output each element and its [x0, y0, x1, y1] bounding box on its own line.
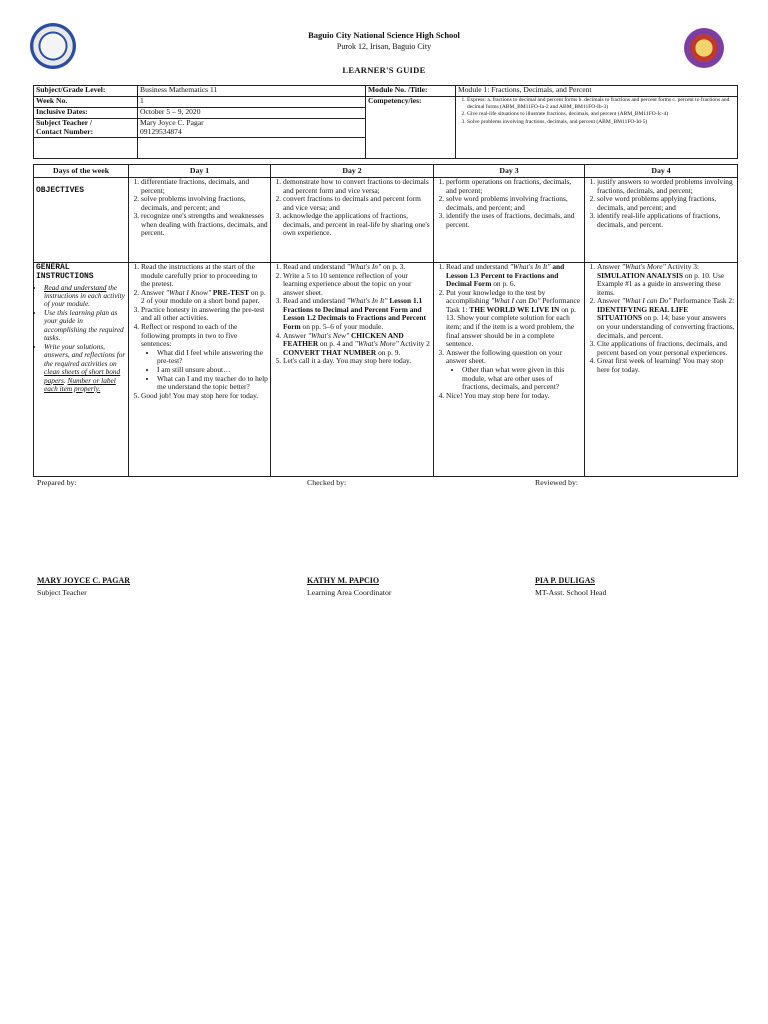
teacher-label: Subject Teacher / Contact Number:: [34, 119, 138, 138]
week-label: Week No.: [34, 97, 138, 108]
prepared-by-name: MARY JOYCE C. PAGAR: [37, 576, 131, 585]
day-4-instructions: 1. Answer "What's More" Activity 3: SIMULATION ANALYSIS on p. 10. Use Example #1 as a guide in answering these items. 2. Answer "What I can Do" Performance Task 2: IDENTIFYING REAL LIFE SITUATIONS on p. 14; base your answers on your understanding of converting fractions, decimals, and percent. 3. Cite applications of fractions, decimals, and percent based on your personal experiences. 4. Great first week of learning! You may stop here for today.: [585, 263, 738, 477]
prepared-by-label: Prepared by:: [37, 478, 77, 487]
general-instructions-cell: [34, 263, 129, 477]
week-value: 1: [138, 97, 366, 108]
dates-value: October 5 – 9, 2020: [138, 108, 366, 119]
gi-note: • Read and understand the instructions in each activity of your module.: [44, 284, 126, 309]
competency-item: 1. Express: a. fractions to decimal and percent forms b. decimals to fractions and percent forms c. percent to fractions and decimal forms (ABM_BM11FO-Ia-2 and ABM_BM11FO-Ib-3): [467, 97, 735, 110]
days-header: Days of the week: [34, 165, 129, 178]
day-2-header: Day 2: [271, 165, 434, 178]
subject-label: Subject/Grade Level:: [34, 86, 138, 97]
dates-label: Inclusive Dates:: [34, 108, 138, 119]
weekly-plan-table: [33, 164, 738, 477]
reviewed-by-name: PIA P. DULIGAS: [535, 576, 595, 585]
reviewed-by-label: Reviewed by:: [535, 478, 579, 487]
checked-by-role: Learning Area Coordinator: [307, 588, 392, 597]
school-address: Purok 12, Irisan, Baguio City: [336, 42, 432, 51]
teacher-value: Mary Joyce C. Pagar 09129534874: [138, 119, 366, 138]
info-table: [33, 85, 738, 159]
competency-list: [456, 97, 738, 159]
checked-by-name: KATHY M. PAPCIO: [307, 576, 380, 585]
checked-by-label: Checked by:: [307, 478, 347, 487]
competency-label: Competency/ies:: [366, 97, 456, 159]
general-instructions-label: GENERAL INSTRUCTIONS: [36, 263, 94, 282]
day-1-objectives: 1. differentiate fractions, decimals, and percent; 2. solve problems involving fractions, decimals, and percent; and 3. recognize one's strengths and weaknesses when dealing with fractions, decimals, and percent.: [129, 178, 271, 263]
day-1-header: Day 1: [129, 165, 271, 178]
day-3-instructions: 1. Read and understand "What's In It" and Lesson 1.3 Percent to Fractions and Decimal Form on p. 6. 2. Put your knowledge to the test by accomplishing "What I can Do" Performance Task 1: THE WORLD WE LIVE IN on p. 13. Show your complete solution for each item; and if the item is a word problem, the final answer should be in a complete sentence. 3. Answer the following question on your answer sheet. • Other than what were given in this module, what are other uses of fractions, decimals, and percent? 4. Nice! You may stop here for today.: [434, 263, 585, 477]
day-3-header: Day 3: [434, 165, 585, 178]
gi-note: • Write your solutions, answers, and reflections for the required activities on clean sheets of short bond papers. Number or label each item properly.: [44, 343, 126, 394]
school-name: Baguio City National Science High School: [308, 30, 460, 40]
day-2-instructions: 1. Read and understand "What's In" on p. 3. 2. Write a 5 to 10 sentence reflection of your learning experience about the topic on your answer sheet. 3. Read and understand "What's In It" Lesson 1.1 Fractions to Decimal and Percent Form and Lesson 1.2 Decimals to Fractions and Percent Form on pp. 5–6 of your module. 4. Answer "What's New" CHICKEN AND FEATHER on p. 4 and "What's More" Activity 2 CONVERT THAT NUMBER on p. 9. 5. Let's call it a day. You may stop here today.: [271, 263, 434, 477]
reviewed-by-role: MT-Asst. School Head: [535, 588, 607, 597]
day-1-instructions: 1. Read the instructions at the start of the module carefully prior to proceeding to the pretest. 2. Answer "What I Know" PRE-TEST on p. 2 of your module on a short bond paper. 3. Practice honesty in answering the pre-test and all other activities. 4. Reflect or respond to each of the following prompts in two to five sentences: • What did I feel while answering the pre-test? • I am still unsure about… • What can I and my teacher do to help me understand the topic better? 5. Good job! You may stop here for today.: [129, 263, 271, 477]
day-4-objectives: 1. justify answers to worded problems involving fractions, decimals, and percent; 2. solve word problems applying fractions, decimals, and percent; and 3. identify real-life applications of fractions, decimals, and percent.: [585, 178, 738, 263]
prepared-by-role: Subject Teacher: [37, 588, 87, 597]
module-value: Module 1: Fractions, Decimals, and Percent: [456, 86, 738, 97]
subject-value: Business Mathematics 11: [138, 86, 366, 97]
day-2-objectives: 1. demonstrate how to convert fractions to decimals and percent form and vice versa; 2. convert fractions to decimals and percent form and vice versa; and 3. acknowledge the applications of fractions, decimals, and percent in real-life by sharing one's own experience.: [271, 178, 434, 263]
gi-note: • Use this learning plan as your guide in accomplishing the required tasks.: [44, 309, 126, 343]
day-4-header: Day 4: [585, 165, 738, 178]
competency-item: 2. Give real-life situations to illustrate fractions, decimals, and percent (ABM_BM11FO-Ic-4): [467, 111, 735, 118]
document-title: LEARNER'S GUIDE: [342, 65, 426, 75]
module-label: Module No. /Title:: [366, 86, 456, 97]
objectives-label: OBJECTIVES: [34, 178, 129, 263]
day-3-objectives: 1. perform operations on fractions, decimals, and percent; 2. solve word problems involving fractions, decimals, and percent; and 3. identify the uses of fractions, decimals, and percent.: [434, 178, 585, 263]
competency-item: 3. Solve problems involving fractions, decimals, and percent (ABM_BM11FO-Id-5): [467, 119, 735, 126]
